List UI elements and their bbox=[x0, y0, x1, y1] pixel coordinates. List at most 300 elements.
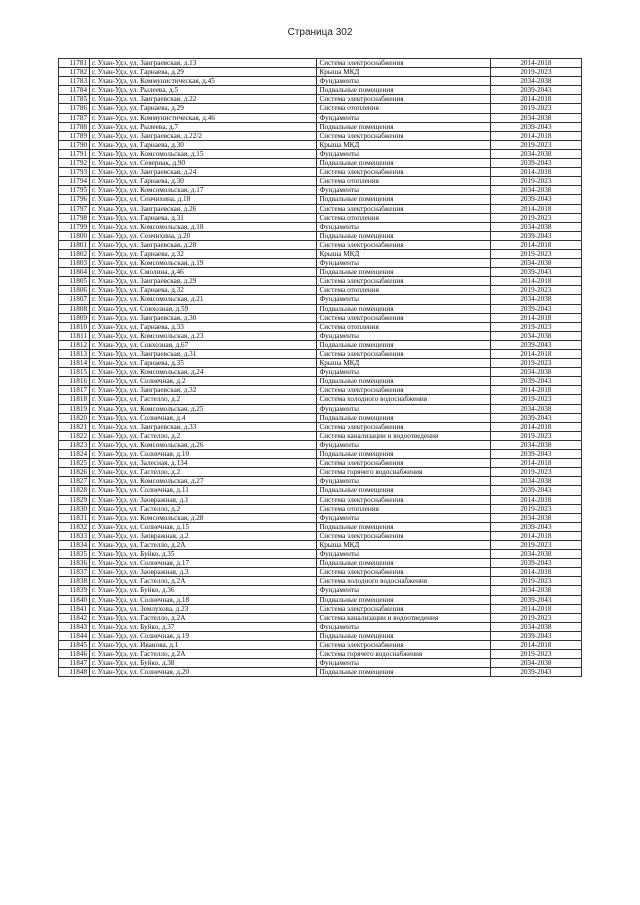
period-cell: 2034-2038 bbox=[490, 77, 581, 86]
system-cell: Фундаменты bbox=[317, 368, 490, 377]
period-cell: 2034-2038 bbox=[490, 331, 581, 340]
period-cell: 2039-2043 bbox=[490, 559, 581, 568]
period-cell: 2034-2038 bbox=[490, 113, 581, 122]
period-cell: 2019-2023 bbox=[490, 68, 581, 77]
row-number: 11814 bbox=[59, 359, 90, 368]
row-number: 11847 bbox=[59, 659, 90, 668]
row-number: 11813 bbox=[59, 350, 90, 359]
row-number: 11806 bbox=[59, 286, 90, 295]
table-row bbox=[59, 450, 582, 459]
row-number: 11802 bbox=[59, 249, 90, 258]
system-cell: Крыша МКД bbox=[317, 540, 490, 549]
system-cell: Фундаменты bbox=[317, 404, 490, 413]
period-cell: 2019-2023 bbox=[490, 613, 581, 622]
address-cell: г. Улан-Удэ, ул. Заовражная, д.1 bbox=[90, 495, 317, 504]
table-row bbox=[59, 159, 582, 168]
system-cell: Система отопления bbox=[317, 213, 490, 222]
row-number: 11790 bbox=[59, 140, 90, 149]
address-cell: г. Улан-Удэ, ул. Заиграевская, д.30 bbox=[90, 313, 317, 322]
system-cell: Система электроснабжения bbox=[317, 168, 490, 177]
period-cell: 2014-2018 bbox=[490, 495, 581, 504]
system-cell: Крыша МКД bbox=[317, 140, 490, 149]
system-cell: Система отопления bbox=[317, 286, 490, 295]
table-row bbox=[59, 604, 582, 613]
system-cell: Система электроснабжения bbox=[317, 313, 490, 322]
period-cell: 2034-2038 bbox=[490, 149, 581, 158]
row-number: 11805 bbox=[59, 277, 90, 286]
system-cell: Подвальные помещения bbox=[317, 559, 490, 568]
table-row bbox=[59, 213, 582, 222]
row-number: 11803 bbox=[59, 259, 90, 268]
period-cell: 2014-2018 bbox=[490, 604, 581, 613]
address-cell: г. Улан-Удэ, ул. Буйко, д.36 bbox=[90, 586, 317, 595]
row-number: 11801 bbox=[59, 240, 90, 249]
period-cell: 2014-2018 bbox=[490, 459, 581, 468]
table-row bbox=[59, 149, 582, 158]
period-cell: 2014-2018 bbox=[490, 422, 581, 431]
table-row bbox=[59, 459, 582, 468]
row-number: 11787 bbox=[59, 113, 90, 122]
address-cell: г. Улан-Удэ, ул. Совхозная, д.67 bbox=[90, 340, 317, 349]
row-number: 11839 bbox=[59, 586, 90, 595]
system-cell: Подвальные помещения bbox=[317, 486, 490, 495]
system-cell: Система холодного водоснабжения bbox=[317, 577, 490, 586]
row-number: 11784 bbox=[59, 86, 90, 95]
row-number: 11783 bbox=[59, 77, 90, 86]
table-row bbox=[59, 231, 582, 240]
row-number: 11799 bbox=[59, 222, 90, 231]
row-number: 11793 bbox=[59, 168, 90, 177]
row-number: 11786 bbox=[59, 104, 90, 113]
table-row bbox=[59, 377, 582, 386]
table-row bbox=[59, 331, 582, 340]
row-number: 11841 bbox=[59, 604, 90, 613]
table-row bbox=[59, 404, 582, 413]
period-cell: 2019-2023 bbox=[490, 540, 581, 549]
address-cell: г. Улан-Удэ, ул. Гарнаева, д.32 bbox=[90, 286, 317, 295]
row-number: 11846 bbox=[59, 650, 90, 659]
period-cell: 2034-2038 bbox=[490, 368, 581, 377]
period-cell: 2034-2038 bbox=[490, 259, 581, 268]
period-cell: 2039-2043 bbox=[490, 450, 581, 459]
period-cell: 2039-2043 bbox=[490, 486, 581, 495]
system-cell: Система горячего водоснабжения bbox=[317, 650, 490, 659]
system-cell: Подвальные помещения bbox=[317, 668, 490, 677]
table-row bbox=[59, 422, 582, 431]
system-cell: Система электроснабжения bbox=[317, 204, 490, 213]
row-number: 11807 bbox=[59, 295, 90, 304]
system-cell: Система канализации и водоотведения bbox=[317, 431, 490, 440]
period-cell: 2034-2038 bbox=[490, 404, 581, 413]
table-row bbox=[59, 86, 582, 95]
period-cell: 2039-2043 bbox=[490, 522, 581, 531]
table-row bbox=[59, 240, 582, 249]
row-number: 11844 bbox=[59, 631, 90, 640]
system-cell: Система электроснабжения bbox=[317, 641, 490, 650]
address-cell: г. Улан-Удэ, ул. Комсомольская, д.21 bbox=[90, 295, 317, 304]
table-row bbox=[59, 531, 582, 540]
table-row bbox=[59, 386, 582, 395]
row-number: 11798 bbox=[59, 213, 90, 222]
row-number: 11822 bbox=[59, 431, 90, 440]
table-row bbox=[59, 268, 582, 277]
address-cell: г. Улан-Удэ, ул. Заиграевская, д.13 bbox=[90, 59, 317, 68]
row-number: 11843 bbox=[59, 622, 90, 631]
table-row bbox=[59, 68, 582, 77]
table-row bbox=[59, 350, 582, 359]
system-cell: Подвальные помещения bbox=[317, 595, 490, 604]
address-cell: г. Улан-Удэ, ул. Солнечная, д.17 bbox=[90, 559, 317, 568]
row-number: 11842 bbox=[59, 613, 90, 622]
period-cell: 2039-2043 bbox=[490, 413, 581, 422]
period-cell: 2019-2023 bbox=[490, 504, 581, 513]
row-number: 11833 bbox=[59, 531, 90, 540]
period-cell: 2014-2018 bbox=[490, 204, 581, 213]
table-row bbox=[59, 322, 582, 331]
address-cell: г. Улан-Удэ, ул. Севериак, д.90 bbox=[90, 159, 317, 168]
address-cell: г. Улан-Удэ, ул. Заиграевская, д.31 bbox=[90, 350, 317, 359]
table-row bbox=[59, 95, 582, 104]
table-row bbox=[59, 168, 582, 177]
page-title: Страница 302 bbox=[287, 27, 353, 38]
table-row bbox=[59, 295, 582, 304]
table-row bbox=[59, 359, 582, 368]
system-cell: Система электроснабжения bbox=[317, 568, 490, 577]
period-cell: 2039-2043 bbox=[490, 631, 581, 640]
address-cell: г. Улан-Удэ, ул. Заовражная, д.3 bbox=[90, 568, 317, 577]
row-number: 11817 bbox=[59, 386, 90, 395]
row-number: 11827 bbox=[59, 477, 90, 486]
system-cell: Система электроснабжения bbox=[317, 131, 490, 140]
row-number: 11810 bbox=[59, 322, 90, 331]
system-cell: Система отопления bbox=[317, 504, 490, 513]
row-number: 11834 bbox=[59, 540, 90, 549]
system-cell: Система электроснабжения bbox=[317, 495, 490, 504]
system-cell: Подвальные помещения bbox=[317, 413, 490, 422]
address-cell: г. Улан-Удэ, ул. Заиграевская, д.33 bbox=[90, 422, 317, 431]
row-number: 11836 bbox=[59, 559, 90, 568]
system-cell: Подвальные помещения bbox=[317, 522, 490, 531]
address-cell: г. Улан-Удэ, ул. Коммунистическая, д.46 bbox=[90, 113, 317, 122]
period-cell: 2014-2018 bbox=[490, 350, 581, 359]
system-cell: Система электроснабжения bbox=[317, 422, 490, 431]
table-row bbox=[59, 540, 582, 549]
row-number: 11825 bbox=[59, 459, 90, 468]
table-row bbox=[59, 622, 582, 631]
row-number: 11830 bbox=[59, 504, 90, 513]
row-number: 11840 bbox=[59, 595, 90, 604]
address-cell: г. Улан-Удэ, ул. Заиграевская, д.26 bbox=[90, 204, 317, 213]
address-cell: г. Улан-Удэ, ул. Гарнаева, д.35 bbox=[90, 359, 317, 368]
period-cell: 2034-2038 bbox=[490, 659, 581, 668]
period-cell: 2019-2023 bbox=[490, 213, 581, 222]
period-cell: 2019-2023 bbox=[490, 140, 581, 149]
address-cell: г. Улан-Удэ, ул. Сенчихина, д.20 bbox=[90, 231, 317, 240]
period-cell: 2034-2038 bbox=[490, 513, 581, 522]
system-cell: Крыша МКД bbox=[317, 359, 490, 368]
period-cell: 2034-2038 bbox=[490, 586, 581, 595]
address-cell: г. Улан-Удэ, ул. Солнечная, д.19 bbox=[90, 631, 317, 640]
address-cell: г. Улан-Удэ, ул. Иванова, д.1 bbox=[90, 641, 317, 650]
address-cell: г. Улан-Удэ, ул. Гастелло, д.2 bbox=[90, 431, 317, 440]
table-row bbox=[59, 468, 582, 477]
row-number: 11796 bbox=[59, 195, 90, 204]
table-body bbox=[59, 59, 582, 677]
period-cell: 2014-2018 bbox=[490, 531, 581, 540]
system-cell: Крыша МКД bbox=[317, 249, 490, 258]
address-cell: г. Улан-Удэ, ул. Гарнаева, д.30 bbox=[90, 140, 317, 149]
period-cell: 2014-2018 bbox=[490, 95, 581, 104]
address-cell: г. Улан-Удэ, ул. Солнечная, д.2 bbox=[90, 377, 317, 386]
row-number: 11820 bbox=[59, 413, 90, 422]
system-cell: Подвальные помещения bbox=[317, 631, 490, 640]
row-number: 11812 bbox=[59, 340, 90, 349]
address-cell: г. Улан-Удэ, ул. Гастелло, д.2 bbox=[90, 468, 317, 477]
table-row bbox=[59, 650, 582, 659]
period-cell: 2014-2018 bbox=[490, 168, 581, 177]
system-cell: Система электроснабжения bbox=[317, 240, 490, 249]
table-row bbox=[59, 259, 582, 268]
row-number: 11795 bbox=[59, 186, 90, 195]
address-cell: г. Улан-Удэ, ул. Комсомольская, д.27 bbox=[90, 477, 317, 486]
table-row bbox=[59, 595, 582, 604]
repair-schedule-table bbox=[58, 58, 582, 677]
table-row bbox=[59, 413, 582, 422]
row-number: 11789 bbox=[59, 131, 90, 140]
table-row bbox=[59, 659, 582, 668]
address-cell: г. Улан-Удэ, ул. Гарнаева, д.29 bbox=[90, 104, 317, 113]
table-row bbox=[59, 340, 582, 349]
table-row bbox=[59, 495, 582, 504]
address-cell: г. Улан-Удэ, ул. Комсомольская, д.26 bbox=[90, 440, 317, 449]
table-row bbox=[59, 668, 582, 677]
system-cell: Фундаменты bbox=[317, 222, 490, 231]
row-number: 11845 bbox=[59, 641, 90, 650]
table-row bbox=[59, 568, 582, 577]
row-number: 11808 bbox=[59, 304, 90, 313]
system-cell: Фундаменты bbox=[317, 259, 490, 268]
address-cell: г. Улан-Удэ, ул. Гастелло, д.2А bbox=[90, 650, 317, 659]
table-row bbox=[59, 522, 582, 531]
table-row bbox=[59, 186, 582, 195]
table-row bbox=[59, 222, 582, 231]
address-cell: г. Улан-Удэ, ул. Гарнаева, д.31 bbox=[90, 213, 317, 222]
system-cell: Система электроснабжения bbox=[317, 95, 490, 104]
system-cell: Фундаменты bbox=[317, 149, 490, 158]
system-cell: Система электроснабжения bbox=[317, 386, 490, 395]
table-row bbox=[59, 631, 582, 640]
row-number: 11800 bbox=[59, 231, 90, 240]
address-cell: г. Улан-Удэ, ул. Заовражная, д.2 bbox=[90, 531, 317, 540]
address-cell: г. Улан-Удэ, ул. Заиграевская, д.28 bbox=[90, 240, 317, 249]
table-row bbox=[59, 277, 582, 286]
address-cell: г. Улан-Удэ, ул. Солнечная, д.15 bbox=[90, 522, 317, 531]
period-cell: 2019-2023 bbox=[490, 577, 581, 586]
system-cell: Подвальные помещения bbox=[317, 450, 490, 459]
address-cell: г. Улан-Удэ, ул. Гастелло, д.2 bbox=[90, 395, 317, 404]
row-number: 11809 bbox=[59, 313, 90, 322]
system-cell: Фундаменты bbox=[317, 186, 490, 195]
address-cell: г. Улан-Удэ, ул. Гастелло, д.2 bbox=[90, 504, 317, 513]
address-cell: г. Улан-Удэ, ул. Гастелло, д.2А bbox=[90, 613, 317, 622]
system-cell: Система горячего водоснабжения bbox=[317, 468, 490, 477]
row-number: 11797 bbox=[59, 204, 90, 213]
table-row bbox=[59, 395, 582, 404]
address-cell: г. Улан-Удэ, ул. Комсомольская, д.15 bbox=[90, 149, 317, 158]
table-row bbox=[59, 249, 582, 258]
address-cell: г. Улан-Удэ, ул. Совхозная, д.59 bbox=[90, 304, 317, 313]
row-number: 11794 bbox=[59, 177, 90, 186]
address-cell: г. Улан-Удэ, ул. Залесная, д.134 bbox=[90, 459, 317, 468]
system-cell: Подвальные помещения bbox=[317, 159, 490, 168]
row-number: 11832 bbox=[59, 522, 90, 531]
address-cell: г. Улан-Удэ, ул. Гастелло, д.2А bbox=[90, 577, 317, 586]
period-cell: 2019-2023 bbox=[490, 104, 581, 113]
system-cell: Фундаменты bbox=[317, 331, 490, 340]
period-cell: 2019-2023 bbox=[490, 395, 581, 404]
system-cell: Крыша МКД bbox=[317, 68, 490, 77]
row-number: 11811 bbox=[59, 331, 90, 340]
row-number: 11804 bbox=[59, 268, 90, 277]
address-cell: г. Улан-Удэ, ул. Комсомольская, д.24 bbox=[90, 368, 317, 377]
table-row bbox=[59, 513, 582, 522]
address-cell: г. Улан-Удэ, ул. Заиграевская, д.32 bbox=[90, 386, 317, 395]
period-cell: 2039-2043 bbox=[490, 159, 581, 168]
table-row bbox=[59, 195, 582, 204]
row-number: 11821 bbox=[59, 422, 90, 431]
system-cell: Подвальные помещения bbox=[317, 340, 490, 349]
address-cell: г. Улан-Удэ, ул. Солнечная, д.4 bbox=[90, 413, 317, 422]
row-number: 11781 bbox=[59, 59, 90, 68]
address-cell: г. Улан-Удэ, ул. Солнечная, д.18 bbox=[90, 595, 317, 604]
address-cell: г. Улан-Удэ, ул. Сенчихина, д.18 bbox=[90, 195, 317, 204]
table-row bbox=[59, 140, 582, 149]
table-row bbox=[59, 550, 582, 559]
address-cell: г. Улан-Удэ, ул. Солнечная, д.11 bbox=[90, 486, 317, 495]
address-cell: г. Улан-Удэ, ул. Гарнаева, д.32 bbox=[90, 249, 317, 258]
row-number: 11835 bbox=[59, 550, 90, 559]
system-cell: Система электроснабжения bbox=[317, 604, 490, 613]
row-number: 11837 bbox=[59, 568, 90, 577]
period-cell: 2034-2038 bbox=[490, 440, 581, 449]
row-number: 11838 bbox=[59, 577, 90, 586]
table-row bbox=[59, 613, 582, 622]
system-cell: Подвальные помещения bbox=[317, 377, 490, 386]
address-cell: г. Улан-Удэ, ул. Заиграевская, д.22/2 bbox=[90, 131, 317, 140]
table-row bbox=[59, 59, 582, 68]
table-row bbox=[59, 504, 582, 513]
system-cell: Подвальные помещения bbox=[317, 86, 490, 95]
address-cell: г. Улан-Удэ, ул. Заиграевская, д.29 bbox=[90, 277, 317, 286]
table-row bbox=[59, 77, 582, 86]
table-row bbox=[59, 313, 582, 322]
row-number: 11826 bbox=[59, 468, 90, 477]
table-row bbox=[59, 204, 582, 213]
system-cell: Фундаменты bbox=[317, 113, 490, 122]
table-row bbox=[59, 113, 582, 122]
address-cell: г. Улан-Удэ, ул. Рылеева, д.7 bbox=[90, 122, 317, 131]
address-cell: г. Улан-Удэ, ул. Комсомольская, д.28 bbox=[90, 513, 317, 522]
period-cell: 2034-2038 bbox=[490, 477, 581, 486]
table-row bbox=[59, 131, 582, 140]
system-cell: Фундаменты bbox=[317, 622, 490, 631]
address-cell: г. Улан-Удэ, ул. Гарнаева, д.33 bbox=[90, 322, 317, 331]
system-cell: Система электроснабжения bbox=[317, 59, 490, 68]
period-cell: 2014-2018 bbox=[490, 240, 581, 249]
period-cell: 2039-2043 bbox=[490, 86, 581, 95]
address-cell: г. Улан-Удэ, ул. Комсомольская, д.18 bbox=[90, 222, 317, 231]
table-row bbox=[59, 431, 582, 440]
system-cell: Подвальные помещения bbox=[317, 122, 490, 131]
row-number: 11785 bbox=[59, 95, 90, 104]
system-cell: Система электроснабжения bbox=[317, 350, 490, 359]
table-row bbox=[59, 104, 582, 113]
period-cell: 2019-2023 bbox=[490, 650, 581, 659]
address-cell: г. Улан-Удэ, ул. Комсомольская, д.19 bbox=[90, 259, 317, 268]
period-cell: 2014-2018 bbox=[490, 277, 581, 286]
period-cell: 2019-2023 bbox=[490, 359, 581, 368]
period-cell: 2039-2043 bbox=[490, 268, 581, 277]
system-cell: Фундаменты bbox=[317, 513, 490, 522]
row-number: 11823 bbox=[59, 440, 90, 449]
address-cell: г. Улан-Удэ, ул. Комсомольская, д.25 bbox=[90, 404, 317, 413]
table-row bbox=[59, 641, 582, 650]
row-number: 11788 bbox=[59, 122, 90, 131]
address-cell: г. Улан-Удэ, ул. Гарнаева, д.29 bbox=[90, 68, 317, 77]
system-cell: Подвальные помещения bbox=[317, 231, 490, 240]
table-row bbox=[59, 286, 582, 295]
period-cell: 2034-2038 bbox=[490, 186, 581, 195]
period-cell: 2034-2038 bbox=[490, 222, 581, 231]
row-number: 11824 bbox=[59, 450, 90, 459]
period-cell: 2034-2038 bbox=[490, 622, 581, 631]
period-cell: 2019-2023 bbox=[490, 286, 581, 295]
system-cell: Система отопления bbox=[317, 177, 490, 186]
period-cell: 2014-2018 bbox=[490, 568, 581, 577]
period-cell: 2039-2043 bbox=[490, 195, 581, 204]
address-cell: г. Улан-Удэ, ул. Комсомольская, д.23 bbox=[90, 331, 317, 340]
row-number: 11819 bbox=[59, 404, 90, 413]
table-row bbox=[59, 477, 582, 486]
system-cell: Подвальные помещения bbox=[317, 195, 490, 204]
table-row bbox=[59, 586, 582, 595]
row-number: 11815 bbox=[59, 368, 90, 377]
period-cell: 2014-2018 bbox=[490, 59, 581, 68]
address-cell: г. Улан-Удэ, ул. Заиграевская, д.22 bbox=[90, 95, 317, 104]
row-number: 11828 bbox=[59, 486, 90, 495]
period-cell: 2014-2018 bbox=[490, 641, 581, 650]
period-cell: 2039-2043 bbox=[490, 304, 581, 313]
period-cell: 2014-2018 bbox=[490, 386, 581, 395]
row-number: 11848 bbox=[59, 668, 90, 677]
table-row bbox=[59, 577, 582, 586]
address-cell: г. Улан-Удэ, ул. Солнечная, д.20 bbox=[90, 668, 317, 677]
system-cell: Фундаменты bbox=[317, 659, 490, 668]
period-cell: 2039-2043 bbox=[490, 377, 581, 386]
address-cell: г. Улан-Удэ, ул. Рылеева, д.5 bbox=[90, 86, 317, 95]
address-cell: г. Улан-Удэ, ул. Солнечная, д.10 bbox=[90, 450, 317, 459]
system-cell: Система холодного водоснабжения bbox=[317, 395, 490, 404]
period-cell: 2039-2043 bbox=[490, 595, 581, 604]
address-cell: г. Улан-Удэ, ул. Заиграевская, д.24 bbox=[90, 168, 317, 177]
system-cell: Фундаменты bbox=[317, 77, 490, 86]
system-cell: Фундаменты bbox=[317, 550, 490, 559]
system-cell: Система электроснабжения bbox=[317, 531, 490, 540]
period-cell: 2039-2043 bbox=[490, 668, 581, 677]
period-cell: 2034-2038 bbox=[490, 295, 581, 304]
row-number: 11792 bbox=[59, 159, 90, 168]
system-cell: Система электроснабжения bbox=[317, 459, 490, 468]
